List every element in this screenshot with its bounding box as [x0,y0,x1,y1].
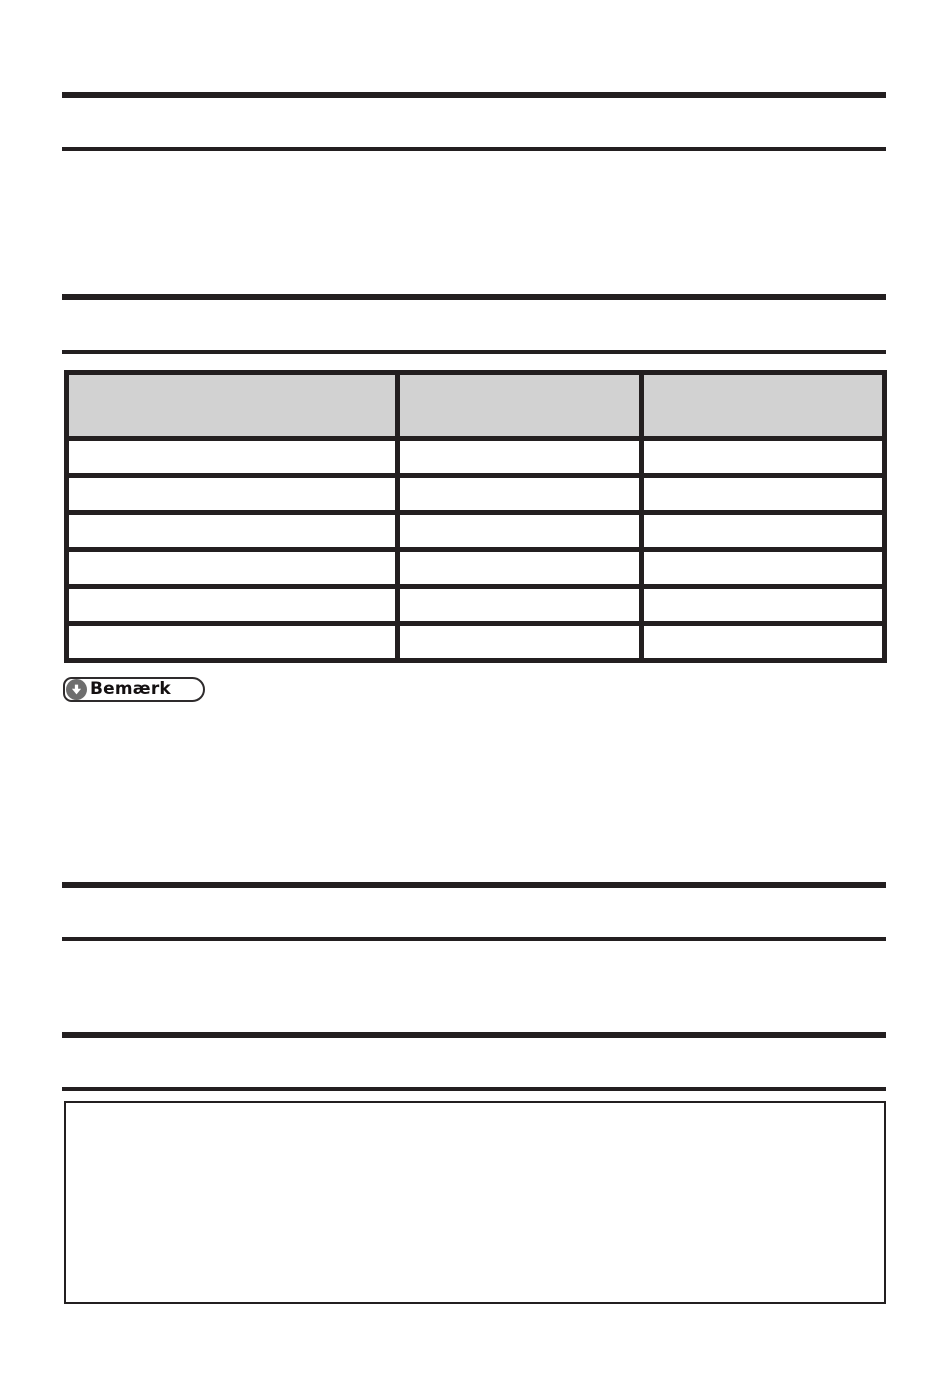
table-cell [69,515,395,547]
note-badge-label: Bemærk [90,679,171,699]
table-cell [400,515,639,547]
table-cell [400,478,639,510]
table-cell [644,515,882,547]
callout-box [64,1101,886,1304]
table-cell [644,589,882,621]
table-cell [400,441,639,473]
table-cell [644,552,882,584]
table-cell [644,478,882,510]
section-rule-thick-3 [62,882,886,888]
table-cell [69,478,395,510]
table-cell [69,441,395,473]
table-cell [400,552,639,584]
data-table [64,370,887,663]
section-rule-thin-3 [62,937,886,941]
section-rule-thick-1 [62,92,886,98]
section-rule-thin-4 [62,1087,886,1091]
section-rule-thick-4 [62,1032,886,1038]
table-cell [69,552,395,584]
down-arrow-icon [66,679,87,700]
note-badge [63,677,205,702]
table-cell [69,626,395,658]
section-rule-thin-1 [62,147,886,151]
table-header-cell [644,375,882,436]
table-header-cell [69,375,395,436]
table-cell [400,626,639,658]
table-cell [69,589,395,621]
section-rule-thick-2 [62,294,886,300]
table-cell [644,441,882,473]
table-cell [400,589,639,621]
section-rule-thin-2 [62,350,886,354]
table-header-cell [400,375,639,436]
table-cell [644,626,882,658]
